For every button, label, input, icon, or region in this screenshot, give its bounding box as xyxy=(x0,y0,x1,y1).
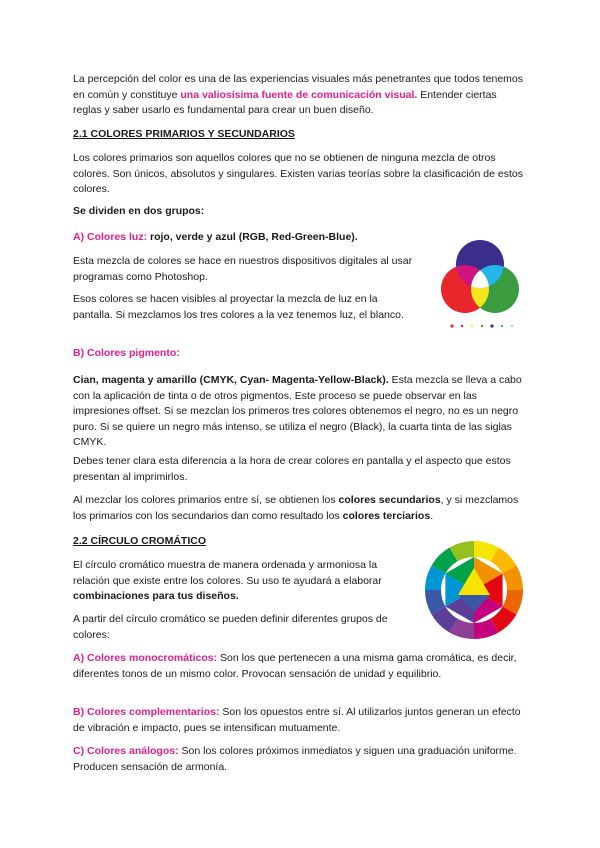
complementarios-text: Son los opuestos entre sí. Al utilizarlos juntos generan un efecto de vibración e impacto, pues se intensifican mutuamente. xyxy=(73,706,521,734)
monocromaticos-paragraph xyxy=(73,651,528,682)
monocromaticos-text: Son los que pertenecen a una misma gama cromática, es decir, diferentes tonos de un mismo color. Provocan sensación de unidad y equilibrio. xyxy=(73,652,517,680)
monocromaticos-label: A) Colores monocromáticos: xyxy=(73,652,218,664)
mix-text-c: , y si mezclamos los primarios con los secundarios dan como resultado los xyxy=(73,494,519,522)
difference-paragraph: Debes tener clara esta diferencia a la hora de crear colores en pantalla y el aspecto que estos presentan al imprimirlos. xyxy=(73,455,511,483)
luz-label: A) Colores luz: xyxy=(73,231,148,243)
intro-highlight: una valiosísima fuente de comunicación visual. xyxy=(180,88,418,101)
mix-text-a: Al mezclar los colores primarios entre sí, se obtienen los xyxy=(73,494,339,506)
color-wheel xyxy=(424,540,524,640)
intro-text-b: Entender ciertas reglas y saber usarlo es fundamental para crear un buen diseño. xyxy=(73,88,497,116)
luz-text: rojo, verde y azul (RGB, Red-Green-Blue). xyxy=(147,231,358,243)
mix-secundarios: colores secundarios xyxy=(338,494,441,506)
pigmento-paragraph xyxy=(73,373,528,451)
section2-paragraph-1 xyxy=(73,558,413,605)
section2-bold: combinaciones para tus diseños. xyxy=(73,590,239,602)
mix-text-d: . xyxy=(430,509,434,522)
mix-paragraph xyxy=(73,493,528,524)
analogos-label: C) Colores análogos: xyxy=(73,745,179,757)
groups-title-text: Se dividen en dos grupos: xyxy=(73,205,205,217)
complementarios-paragraph xyxy=(73,705,528,736)
groups-title xyxy=(73,204,528,220)
analogos-paragraph xyxy=(73,744,528,775)
complementarios-label: B) Colores complementarios: xyxy=(73,706,220,718)
luz-paragraph-2: Esos colores se hacen visibles al proyectar la mezcla de luz en la pantalla. Si mezclamos los tres colores a la vez tenemos luz, el blanco. xyxy=(73,293,404,321)
section1-paragraph: Los colores primarios son aquellos colores que no se obtienen de ninguna mezcla de otros colores. Son únicos, absolutos y singulares. Existen varias teorías sobre la clasificación de estos colores. xyxy=(73,152,523,195)
luz-line xyxy=(73,230,413,246)
section2-heading: 2.2 CÍRCULO CROMÁTICO xyxy=(73,535,207,547)
rgb-venn-diagram xyxy=(440,232,530,332)
section2-paragraph-2: A partir del círculo cromático se pueden definir diferentes grupos de colores: xyxy=(73,613,388,641)
intro-text-a: La percepción del color es una de las experiencias visuales más penetrantes que todos tenemos en común y constituye xyxy=(73,73,524,101)
pigmento-title xyxy=(73,346,528,362)
intro-paragraph xyxy=(73,72,528,119)
section2-text-a: El círculo cromático muestra de manera ordenada y armoniosa la relación que existe entre los colores. Su uso te ayudará a elaborar xyxy=(73,559,382,587)
section1-heading: 2.1 COLORES PRIMARIOS Y SECUNDARIOS xyxy=(73,128,295,140)
mix-terciarios: colores terciarios xyxy=(342,509,431,522)
pigmento-text: Esta mezcla se lleva a cabo con la aplicación de tinta o de otros pigmentos. Este proceso se puede observar en las impresiones offset. Si se mezclan los primeros tres colores obtenemos el negro, no es un negro puro. Si se quiere un negro más intenso, se utiliza el negro (Black), la cuarta tinta de las siglas CMYK. xyxy=(73,374,522,448)
luz-paragraph-1: Esta mezcla de colores se hace en nuestros dispositivos digitales al usar programas como Photoshop. xyxy=(73,255,413,283)
pigmento-bold: Cian, magenta y amarillo (CMYK, Cyan- Magenta-Yellow-Black). xyxy=(73,374,389,386)
analogos-text: Son los colores próximos inmediatos y siguen una graduación uniforme. Producen sensación de armonía. xyxy=(73,745,517,773)
pigmento-label: B) Colores pigmento: xyxy=(73,347,180,359)
